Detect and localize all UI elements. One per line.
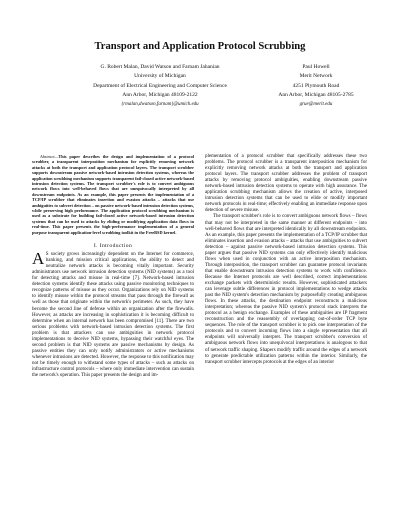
- author-names: G. Robert Malan, David Watson and Farnam Jahanian: [100, 64, 220, 70]
- left-column: [32, 154, 194, 379]
- intro-text-right: [205, 154, 367, 366]
- author-email: grue@merit.edu: [299, 102, 333, 108]
- author-address: 4251 Plymouth Road: [292, 82, 340, 89]
- drop-cap: A: [32, 249, 45, 269]
- author-department: Department of Electrical Engineering and Computer Science: [93, 82, 227, 89]
- author-address: Ann Arbor, Michigan 48109-2122: [122, 91, 198, 98]
- intro-paragraph: S society grows increasingly dependent on the Internet for commerce, banking, and mission critical applications, the ability to detect and neutralize network attacks is becoming vitally important. Security administrators use network intrusion detection systems (NID systems) as a tool for detecting attacks and misuse in real-time [7]. Network-based intrusion detection systems identify these attacks using passive monitoring techniques to recognize patterns of misuse as they occur. Organizations rely on NID systems to identify misuse within the protocol streams that pass through the firewall as well as those that originate within the network's perimeter. As such, they have become the second line of defense within an organization after the firewalls. However, as attacks are increasing in sophistication it is becoming difficult to determine when an internal network has been compromised [11]. There are two serious problems with network-based intrusion detection systems. The first problem is that attackers can use ambiguities in network protocol implementations to deceive NID systems, bypassing their watchful eyes. The second problem is that NID systems are passive mechanisms by design. As passive entities they can only notify administrators or active mechanisms whenever intrusions are detected. However, the response to this notification may not be timely enough to withstand some types of attacks – such as attacks on infrastructure control protocols – where only immediate intervention can sustain the network's operation. This paper presents the design and im-: [32, 252, 194, 379]
- authors-block-left: [60, 63, 260, 109]
- intro-text-left: [32, 249, 194, 379]
- abstract: [32, 154, 194, 235]
- author-affiliation: University of Michigan: [134, 73, 186, 80]
- author-affiliation: Merit Network: [299, 73, 333, 80]
- abstract-text: This paper describes the design and implementation of a protocol scrubber, a transparent interposition mechanism for explicitly removing network attacks at both the transport and application protocol layers. The transport scrubber supports downstream passive network-based intrusion detection systems, whereas the application scrubbing mechanism supports transparent fail-closed active network-based intrusion detection systems. The transport scrubber's role is to convert ambiguous network flows into well-behaved flows that are unequivocally interpreted by all downstream endpoints. As an example, this paper presents the implementation of a TCP/IP scrubber that eliminates insertion and evasion attacks – attacks that use ambiguities to subvert detection – on passive network-based intrusion detection systems, while preserving high performance. The application protocol scrubbing mechanism is used as a substrate for building fail-closed active network-based intrusion detection systems that can be used to attacks by eliding or modifying application data flows in real-time. This paper presents the high-performance implementation of a general purpose transparent application-level scrubbing toolkit in the FreeBSD kernel.: [32, 154, 194, 235]
- intro-paragraph-transport-scrubber: The transport scrubber's role is to convert ambiguous network flows – flows that may not be interpreted in the same manner at different endpoints – into well-behaved flows that are interpreted identically by all downstream endpoints. As an example, this paper presents the implementation of a TCP/IP scrubber that eliminates insertion and evasion attacks – attacks that use ambiguities to subvert detection – against passive network-based intrusion detection systems. This paper argues that passive NID systems can only effectively identify malicious flows when used in conjunction with an active interposition mechanism. Through interposition, the transport scrubber can guarantee protocol invariants that enable downstream intrusion detection systems to work with confidence. Because the Internet protocols are well described, correct implementations exchange packets with deterministic results. However, sophisticated attackers can leverage subtle differences in protocol implementations to wedge attacks past the NID system's detection mechanism by purposefully creating ambiguous flows. In these attacks, the destination endpoint reconstructs a malicious interpretation; whereas the passive NID system's protocol stack interprets the protocol as a benign exchange. Examples of these ambiguities are IP fragment reconstruction and the reassembly of overlapping out-of-order TCP byte sequences. The role of the transport scrubber is to pick one interpretation of the protocols and to convert incoming flows into a single representation that all endpoints will universally interpret. The transport scrubber's conversion of ambiguous network flows into unequivocal interpretations is analogous to that of network traffic shaping. Shapers modify traffic around the edges of a network to generate predictable utilization patterns within the interior. Similarly, the transport scrubber intercepts protocols at the edges of an interior: [205, 214, 367, 365]
- section-heading-introduction: I. Introduction: [93, 243, 133, 250]
- author-city: Ann Arbor, Michigan 48105-2785: [278, 91, 354, 98]
- right-column: [205, 154, 367, 366]
- abstract-label: Abstract—: [40, 154, 59, 159]
- intro-paragraph-continued: plementation of a protocol scrubber that specifically addresses these two problems. The protocol scrubber is a transparent interposition mechanism for explicitly removing network attacks at both the transport and application protocol layers. The transport scrubber addresses the problem of transport attacks by removing protocol ambiguities, enabling downstream passive network-based intrusion detection systems to operate with high assurance. The application scrubbing mechanism allows the creation of active, interposed intrusion detection systems that can be used to elide or modify important network protocols in real-time; effectively enabling an immediate response upon detection of severe misuse.: [205, 154, 367, 214]
- paper-title: Transport and Application Protocol Scrubbing: [94, 41, 306, 52]
- author-email: {rmalan,dwatson,farnam}@umich.edu: [121, 102, 199, 108]
- author-name: Paul Howell: [302, 64, 330, 70]
- authors-block-right: [262, 63, 370, 109]
